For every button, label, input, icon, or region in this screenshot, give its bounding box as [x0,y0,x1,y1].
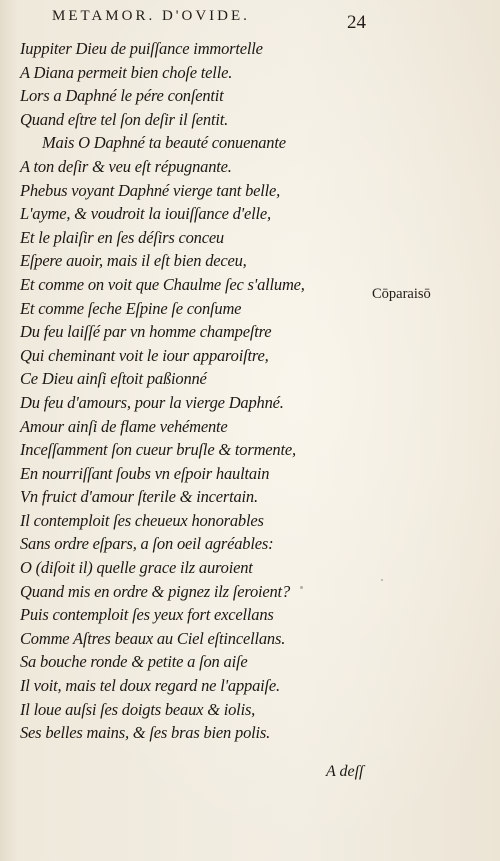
verse-line: Eſpere auoir, mais il eſt bien deceu, [20,251,247,271]
verse-line: Quand eſtre tel ſon deſir il ſentit. [20,109,229,129]
verse-line: Et le plaiſir en ſes déſirs conceu [20,227,224,247]
running-title: METAMOR. D'OVIDE. [52,8,250,24]
verse-line: Puis contemploit ſes yeux fort excellans [20,605,274,625]
verse-line: Du feu laiſſé par vn homme champeſtre [20,322,272,342]
verse-line: L'ayme, & voudroit la iouiſſance d'elle, [20,204,271,224]
verse-line: Il loue auſsi ſes doigts beaux & iolis, [20,699,256,719]
verse-line: Et comme on voit que Chaulme ſec s'allume, [20,274,305,294]
verse-block [20,37,365,745]
verse-line: Ce Dieu ainſi eſtoit paßionné [20,369,207,389]
verse-line: Il contemploit ſes cheueux honorables [20,510,264,530]
verse-line: Quand mis en ordre & pignez ilz ſeroient? [20,581,290,601]
verse-line: A ton deſir & veu eſt répugnante. [20,156,232,176]
verse-line: Iuppiter Dieu de puiſſance immortelle [20,39,263,58]
verse-line: Mais O Daphné ta beauté conuenante [42,133,286,153]
ink-speck [381,579,383,581]
verse-line: En nourriſſant ſoubs vn eſpoir haultain [20,463,270,483]
verse-line: Vn fruict d'amour ſterile & incertain. [20,487,258,507]
verse-line: Amour ainſi de flame vehémente [20,416,228,436]
ink-speck [300,586,303,589]
verse-line: A Diana permeit bien choſe telle. [20,62,233,82]
verse-line: Lors a Daphné le pére conſentit [20,86,224,106]
verse-line: Du feu d'amours, pour la vierge Daphné. [20,392,284,412]
page-number: 24 [347,12,366,33]
verse-line: Comme Aſtres beaux au Ciel eſtincellans. [20,628,286,648]
verse-line: Sans ordre eſpars, a ſon oeil agréables: [20,534,274,554]
verse-line: Sa bouche ronde & petite a ſon aiſe [20,652,248,672]
verse-line: O (diſoit il) quelle grace ilz auroient [20,558,253,578]
marginal-note: Cōparaisō [372,286,431,302]
verse-line: Il voit, mais tel doux regard ne l'appaiſe. [20,676,280,696]
catchword: A deſſ [326,763,364,780]
verse-line: Et comme ſeche Eſpine ſe conſume [20,298,242,318]
verse-line: Ses belles mains, & ſes bras bien polis. [20,723,271,743]
verse-line: Phebus voyant Daphné vierge tant belle, [20,180,281,200]
verse-line: Qui cheminant voit le iour apparoiſtre, [20,345,269,365]
verse-line: Inceſſamment ſon cueur bruſle & tormente, [20,440,296,460]
